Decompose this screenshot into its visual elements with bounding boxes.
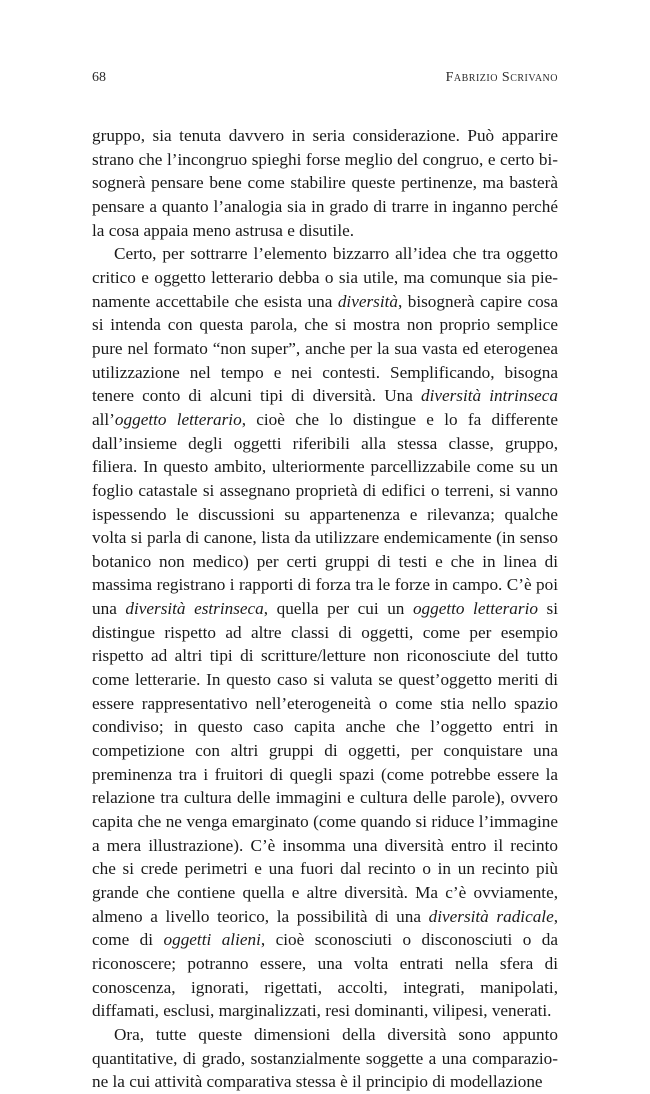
- paragraph: [92, 124, 558, 242]
- text-run: , cioè che lo distingue e lo fa differente dall’insieme degli oggetti riferibili alla stessa classe, gruppo, filiera. In questo ambito, ulteriormente parcellizzabile come su un foglio catastale si assegnano proprietà di edifici o terreni, si vanno ispessendo le discussioni su appartenenza e rilevanza; qualche volta si parla di canone, lista da utilizzare endemicamente (in senso botanico non medico) per certi gruppi di testi e che in linea di massima registrano i rapporti di forza tra le forze in campo. C’è poi una: [92, 409, 559, 619]
- text-run: all’: [92, 409, 115, 429]
- italic-term: oggetto letterario: [114, 409, 242, 429]
- body-text: [92, 124, 558, 1094]
- text-run: , quella per cui un: [263, 599, 413, 619]
- author-name: Fabrizio Scrivano: [445, 70, 558, 85]
- text-run: , bisognerà capire cosa si intenda con questa parola, che si mostra non proprio semplice pure nel formato “non super”, anche per la sua vasta ed eterogenea utilizzazione nel tempo e nei contesti. Semplificando, bisogna tenere conto di alcuni tipi di diversità. Una: [92, 291, 558, 406]
- italic-term: oggetti alieni: [163, 930, 261, 950]
- page-number: 68: [92, 70, 106, 85]
- paragraph: [92, 242, 558, 1023]
- text-run: Ora, tutte queste dimensioni della diversità sono appunto quantitative, di grado, sostanzialmente soggette a una comparazione la cui attività comparativa stessa è il principio di modellazione: [92, 1024, 558, 1092]
- text-run: si distingue rispetto ad altre classi di oggetti, come per esempio rispetto ad altri tipi di scritture/letture non riconosciute del tutto come letterarie. In questo caso si valuta se quest’oggetto meriti di essere rappresentativo nell’eterogeneità o come stia nello spazio condiviso; in questo caso capita anche che l’oggetto entri in competizione con altri gruppi di oggetti, per conquistare una preminenza tra i fruitori di quegli spazi (come potrebbe essere la relazione tra cultura delle immagini e cultura delle parole), ovvero capita che ne venga emarginato (come quando si riduce l’immagine a mera illustrazione). C’è insomma una diversità entro il recinto che si crede perimetri e una fuori dal recinto o in un recinto più grande che contiene quella e altre diversità. Ma c’è ovviamente, almeno a livello teorico, la possibilità di una: [92, 599, 558, 926]
- italic-term: diversità intrinseca: [420, 386, 559, 406]
- paragraph: [92, 1023, 558, 1094]
- text-run: , come di: [92, 906, 558, 950]
- italic-term: diversità radicale: [428, 906, 554, 926]
- text-run: , cioè sconosciuti o disconosciuti o da riconoscere; potranno essere, una volta entrati nella sfera di conoscenza, ignorati, rigettati, accolti, integrati, manipolati, diffamati, esclusi, marginalizzati, resi dominanti, vilipesi, venerati.: [92, 930, 558, 1021]
- italic-term: diversità: [337, 291, 398, 311]
- text-run: gruppo, sia tenuta davvero in seria considerazione. Può apparire strano che l’incongruo spieghi forse meglio del congruo, e certo bisognerà pensare bene come stabilire queste pertinenze, ma basterà pensare a quanto l’analogia sia in grado di trarre in inganno perché la cosa appaia meno astrusa e disutile.: [92, 126, 558, 240]
- running-head: [92, 70, 558, 86]
- text-run: Certo, per sottrarre l’elemento bizzarro all’idea che tra oggetto critico e oggetto letterario debba o sia utile, ma comunque sia pienamente accettabile che esista una: [92, 244, 558, 311]
- italic-term: oggetto letterario: [412, 599, 538, 619]
- italic-term: diversità estrinseca: [125, 599, 264, 619]
